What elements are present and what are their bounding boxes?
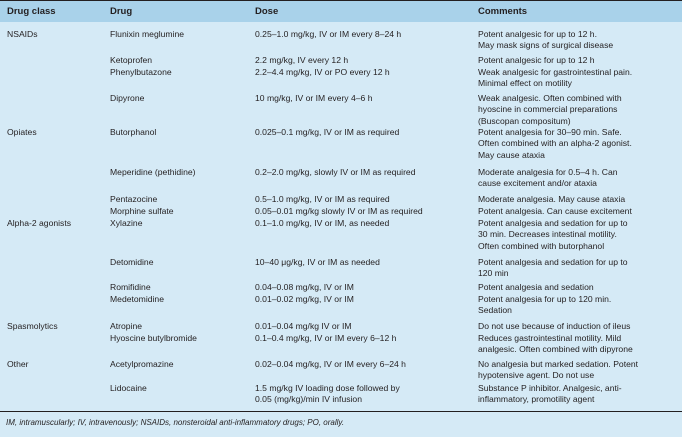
comments-cell [478, 257, 628, 280]
drug-cell: Hyoscine butylbromide [110, 333, 197, 343]
drug-class-cell: NSAIDs [7, 29, 38, 39]
comments-cell-line: Minimal effect on motility [478, 78, 572, 89]
header-dose: Dose [255, 6, 279, 17]
dose-cell: 0.02–0.04 mg/kg, IV or IM every 6–24 h [255, 359, 406, 369]
comments-cell-line: Potent analgesia and sedation for up to [478, 218, 628, 228]
comments-cell-line: hypotensive agent. Do not use [478, 370, 595, 381]
table-footnote-bar [0, 411, 682, 437]
comments-cell-line: Sedation [478, 305, 512, 316]
comments-cell [478, 359, 638, 382]
drug-cell: Pentazocine [110, 194, 158, 204]
header-comments: Comments [478, 6, 528, 17]
drug-cell: Lidocaine [110, 383, 147, 393]
drug-cell: Medetomidine [110, 294, 164, 304]
comments-cell [478, 282, 594, 293]
dose-cell: 0.1–1.0 mg/kg, IV or IM, as needed [255, 218, 390, 228]
comments-cell-line: Moderate analgesia. May cause ataxia [478, 194, 626, 204]
drug-cell: Detomidine [110, 257, 154, 267]
drug-class-cell: Spasmolytics [7, 321, 58, 331]
dose-cell: 0.25–1.0 mg/kg, IV or IM every 8–24 h [255, 29, 402, 39]
dose-cell: 0.2–2.0 mg/kg, slowly IV or IM as required [255, 167, 416, 177]
dose-cell: 0.05–0.01 mg/kg slowly IV or IM as required [255, 206, 423, 216]
comments-cell [478, 29, 613, 52]
comments-cell-line: (Buscopan compositum) [478, 115, 571, 126]
comments-cell [478, 206, 632, 217]
comments-cell [478, 383, 622, 406]
comments-cell-line: Do not use because of induction of ileus [478, 321, 631, 331]
comments-cell-line: inflammatory, promotility agent [478, 394, 595, 405]
drug-class-cell: Other [7, 359, 29, 369]
dose-cell: 0.01–0.02 mg/kg, IV or IM [255, 294, 354, 304]
comments-cell-line: Potent analgesia and sedation for up to [478, 257, 628, 267]
dose-cell-line: 1.5 mg/kg IV loading dose followed by [255, 383, 400, 393]
dose-cell-line: 0.05 (mg/kg)/min IV infusion [255, 394, 362, 405]
comments-cell-line: 120 min [478, 268, 509, 279]
drug-cell: Dipyrone [110, 93, 145, 103]
drug-cell: Ketoprofen [110, 55, 153, 65]
comments-cell-line: Often combined with an alpha-2 agonist. [478, 138, 632, 149]
drug-cell: Phenylbutazone [110, 67, 172, 77]
comments-cell-line: Potent analgesia for 30–90 min. Safe. [478, 127, 622, 137]
comments-cell [478, 333, 633, 356]
comments-cell-line: cause excitement and/or ataxia [478, 178, 597, 189]
header-drug-class: Drug class [7, 6, 56, 17]
comments-cell [478, 321, 630, 332]
drug-cell: Acetylpromazine [110, 359, 174, 369]
comments-cell-line: Potent analgesia and sedation [478, 282, 594, 292]
dose-cell: 0.01–0.04 mg/kg IV or IM [255, 321, 352, 331]
dose-cell: 0.025–0.1 mg/kg, IV or IM as required [255, 127, 400, 137]
comments-cell [478, 127, 632, 161]
header-drug: Drug [110, 6, 133, 17]
comments-cell [478, 93, 622, 127]
dose-cell: 2.2 mg/kg, IV every 12 h [255, 55, 349, 65]
comments-cell-line: Potent analgesia for up to 120 min. [478, 294, 612, 304]
comments-cell-line: analgesic. Often combined with dipyrone [478, 344, 633, 355]
drug-cell: Meperidine (pethidine) [110, 167, 196, 177]
comments-cell-line: Potent analgesic for up to 12 h [478, 55, 595, 65]
comments-cell-line: Reduces gastrointestinal motility. Mild [478, 333, 622, 343]
drug-cell: Xylazine [110, 218, 143, 228]
dose-cell: 0.04–0.08 mg/kg, IV or IM [255, 282, 354, 292]
drug-cell: Butorphanol [110, 127, 157, 137]
dose-cell: 10 mg/kg, IV or IM every 4–6 h [255, 93, 373, 103]
drug-class-cell: Alpha-2 agonists [7, 218, 72, 228]
table-header [0, 0, 682, 22]
drug-class-cell: Opiates [7, 127, 37, 137]
comments-cell-line: Moderate analgesia for 0.5–4 h. Can [478, 167, 618, 177]
comments-cell [478, 55, 595, 66]
dose-cell: 2.2–4.4 mg/kg, IV or PO every 12 h [255, 67, 390, 77]
comments-cell-line: Substance P inhibitor. Analgesic, anti- [478, 383, 622, 393]
comments-cell-line: hyoscine in commercial preparations [478, 104, 618, 115]
drug-cell: Romifidine [110, 282, 151, 292]
comments-cell-line: May cause ataxia [478, 149, 545, 160]
comments-cell-line: Potent analgesia. Can cause excitement [478, 206, 632, 216]
comments-cell [478, 294, 611, 317]
comments-cell-line: No analgesia but marked sedation. Potent [478, 359, 639, 369]
drug-cell: Morphine sulfate [110, 206, 174, 216]
comments-cell-line: May mask signs of surgical disease [478, 40, 614, 51]
comments-cell [478, 194, 625, 205]
comments-cell-line: Often combined with butorphanol [478, 240, 605, 251]
comments-cell [478, 218, 628, 252]
dose-cell: 0.1–0.4 mg/kg, IV or IM every 6–12 h [255, 333, 397, 343]
comments-cell [478, 167, 618, 190]
table-footnote: IM, intramuscularly; IV, intravenously; NSAIDs, nonsteroidal anti-inflammatory drugs; PO, orally. [6, 418, 345, 427]
dose-cell: 0.5–1.0 mg/kg, IV or IM as required [255, 194, 390, 204]
comments-cell [478, 67, 632, 90]
comments-cell-line: Potent analgesic for up to 12 h. [478, 29, 597, 39]
comments-cell-line: Weak analgesic. Often combined with [478, 93, 622, 103]
comments-cell-line: Weak analgesic for gastrointestinal pain. [478, 67, 633, 77]
drug-cell: Atropine [110, 321, 143, 331]
dose-cell [255, 383, 400, 406]
comments-cell-line: 30 min. Decreases intestinal motility. [478, 229, 617, 240]
drug-cell: Flunixin meglumine [110, 29, 185, 39]
dose-cell: 10–40 μg/kg, IV or IM as needed [255, 257, 380, 267]
